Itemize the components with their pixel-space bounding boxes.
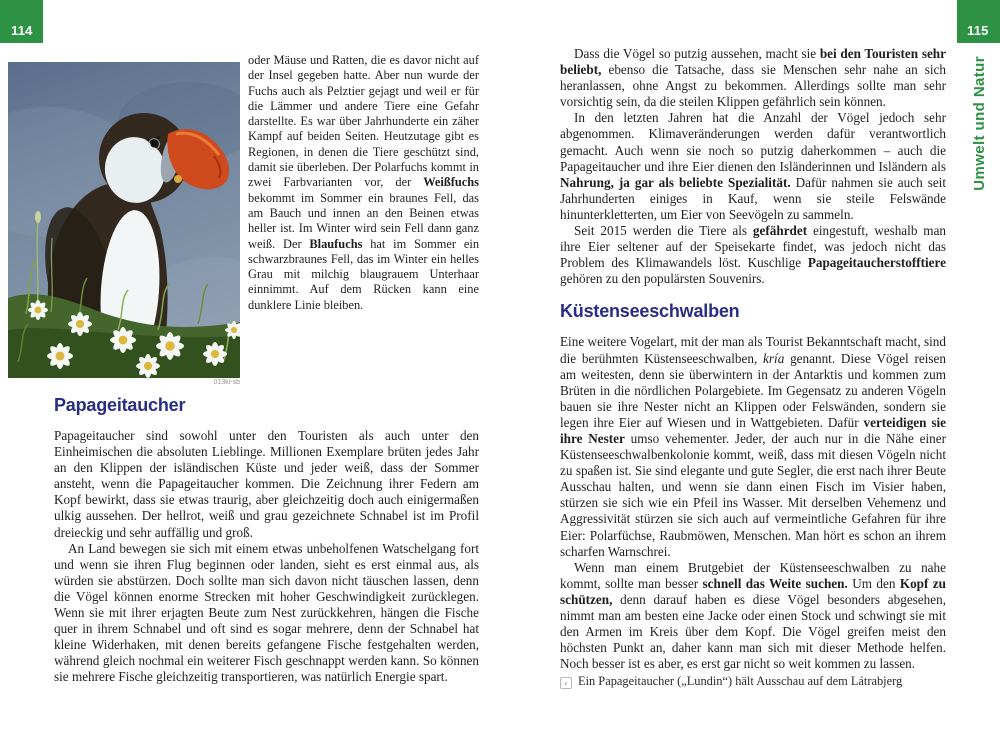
text-segment: gefährdet bbox=[752, 223, 808, 239]
text-segment: An Land bewegen sie sich mit einem etwas unbeholfenen Watschelgang fort und wenn sie ihren Flug beginnen oder landen, sieht es erst einmal aus, als würden sie abstürzen. Doch sollte man sich davon nicht täuschen lassen, denn die Vögel können enorme Strecken mit hoher Geschwindigkeit zurücklegen. Wenn sie mit ihrer erjagten Beute zum Nest zurückkehren, hängen die Fische quer in ihrem Schnabel und oft sind es sogar mehrere, denn der Schnabel hat kleine Widerhaken, mit denen bereits gefangene Fische festgehalten werden, während gleich nochmal ein weiterer Fisch geschnappt werden kann. So können sie mehrere Fische gleichzeitig transportieren, was natürlich Energie spart. bbox=[54, 540, 479, 685]
text-segment: eingestuft, weshalb man ihre Eier seltener auf der Speisekarte findet, was jedoch nicht das Problem des Klimawandels löst. Kuschlige bbox=[560, 223, 947, 271]
text-segment: In den letzten Jahren hat die Anzahl der Vögel jedoch sehr abgenommen. Klimaveränderungen werden dafür verantwortlich gemacht. Auch wenn sie noch so putzig daherkommen – auch die Papageitaucher und ihre Eier dienen den Isländerinnen und Isländern als bbox=[560, 110, 946, 174]
photo-caption bbox=[560, 674, 960, 689]
right-page-text bbox=[560, 46, 946, 672]
caption-text: Ein Papageitaucher („Lundin“) hält Ausschau auf dem Látrabjerg bbox=[578, 674, 903, 688]
section-heading-papageitaucher: Papageitaucher bbox=[54, 395, 186, 415]
paragraph bbox=[560, 46, 946, 110]
section-papageitaucher bbox=[54, 395, 479, 686]
text-segment: bekommt im Sommer ein braunes Fell, das am Bauch und innen an den Beinen etwas heller ist. Im Winter wird sein Fell dann ganz weiß. Der bbox=[248, 190, 479, 251]
fox-continuation-paragraph bbox=[248, 53, 479, 313]
paragraph bbox=[560, 560, 946, 673]
text-segment: Wenn man einem Brutgebiet der Küstenseeschwalben zu nahe kommt, sollte man besser bbox=[560, 559, 946, 591]
text-segment: Blaufuchs bbox=[309, 236, 363, 251]
left-arrow-icon: ‹ bbox=[560, 677, 572, 689]
chapter-label-vertical: Umwelt und Natur bbox=[971, 56, 988, 191]
text-segment: Nahrung, ja gar als beliebte Spezialität. bbox=[560, 174, 791, 190]
page-number-left: 114 bbox=[11, 23, 33, 38]
paragraph bbox=[54, 541, 479, 686]
text-segment: Kopf zu schützen, bbox=[560, 575, 946, 607]
puffin-photo-illustration bbox=[8, 62, 240, 378]
text-segment: denn darauf haben es diese Vögel besonders abgesehen, nimmt man am besten eine Jacke oder einen Stock und schwingt sie mit den Armen im Kreis über dem Kopf. Die Vögel greifen meist den höchsten Punkt an, daher kann man sich mit dieser Methode helfen. Noch besser ist es aber, es erst gar nicht so weit kommen zu lassen. bbox=[560, 591, 946, 672]
page-number-right: 115 bbox=[967, 23, 989, 38]
paragraph bbox=[560, 334, 946, 559]
section-heading-kuestenseeschwalben: Küstenseeschwalben bbox=[560, 301, 740, 322]
text-segment: schnell das Weite suchen. bbox=[702, 575, 848, 591]
text-segment: gehören zu den populärsten Souvenirs. bbox=[560, 271, 765, 287]
text-segment: bei den Touristen sehr beliebt, bbox=[560, 46, 946, 78]
text-segment: genannt. Diese Vögel reisen am weitesten, denn sie überwintern in der Antarktis und kommen zum Brüten in die nördlichen Polargebiete. Im Gegensatz zu anderen Vögeln bauen sie ihre Nester nicht an Klippen oder Felswänden, sondern sie legen ihre Eier auf Wiesen und in Wattgebieten. Dafür bbox=[560, 350, 947, 430]
text-segment: ebenso die Tatsache, dass sie Menschen sehr nahe an sich heranlassen, ohne Angst zu bekommen. Allerdings sollte man sehr vorsichtig sein, da die steilen Klippen gefährlich sein können. bbox=[560, 62, 946, 110]
text-segment: hat im Sommer ein schwarzbraunes Fell, das im Winter ein helles Grau mit milchig blaugrauem Unterhaar einnimmt. Auf dem Rücken kann eine dunklere Linie bleiben. bbox=[248, 236, 480, 312]
text-segment: oder Mäuse und Ratten, die es davor nicht auf der Insel gegeben hatte. Aber nun wurde der Fuchs auch als Pelztier gejagt und weil er für die Lämmer und andere Tiere eine Gefahr darstellte. Es war über Jahrhunderte ein zäher Kampf auf beiden Seiten. Heutzutage gibt es Regionen, in denen die Tiere geschützt sind, damit sie überleben. Der Polarfuchs kommt in zwei Farbvarianten vor, der bbox=[248, 53, 479, 190]
text-segment: Eine weitere Vogelart, mit der man als Tourist Bekanntschaft macht, sind die berühmten Küstenseeschwalben, bbox=[560, 334, 946, 366]
text-segment: Weißfuchs bbox=[423, 175, 479, 190]
text-segment: Seit 2015 werden die Tiere als bbox=[574, 223, 753, 239]
photo-credit: 013ki-sb bbox=[213, 379, 240, 386]
text-segment: Papageitaucher sind sowohl unter den Touristen als auch unter den Einheimischen die absoluten Lieblinge. Millionen Exemplare brüten jedes Jahr an den Klippen der isländischen Küste und jeder weiß, dass der Sommer ansteht, wenn die Papageitaucher kommen. Die Zeichnung ihrer Federn am Kopf bewirkt, dass sie etwas traurig, aber gleichzeitig doch auch einigermaßen ulkig aussehen. Der hellrot, weiß und grau gezeichnete Schnabel ist im Profil dreieckig und sehr auffällig und groß. bbox=[54, 428, 479, 540]
paragraph bbox=[560, 110, 946, 223]
text-segment: Papageitaucherstofftiere bbox=[807, 255, 946, 271]
paragraph bbox=[54, 428, 479, 541]
page-tab-left bbox=[0, 0, 43, 43]
page-tab-right bbox=[957, 0, 1000, 43]
puffin-photo bbox=[8, 62, 240, 378]
paragraph bbox=[560, 223, 946, 287]
text-segment: Dafür nahmen sie auch seit Jahrhunderten einiges in Kauf, wenn sie steile Felswände hinunterkletterten, um Eier von Seevögeln zu sammeln. bbox=[560, 174, 947, 222]
text-segment: verteidigen sie ihre Nester bbox=[560, 414, 947, 446]
text-segment: kría bbox=[763, 350, 785, 366]
text-segment: umso vehementer. Jeder, der auch nur in die Nähe einer Küstenseeschwalbenkolonie kommt, weiß, dass mit diesen Vögeln nicht zu spaßen ist. Sie sind elegante und gute Segler, die erst nach ihrer Beute Ausschau halten, und wenn sie dann einen Fisch im Visier haben, stürzen sie sich wie ein Pfeil ins Wasser. Mit derselben Vehemenz und Aggressivität stürzen sie sich auch auf vermeintliche Gefahren für ihre Eier: Polarfüchse, Raubmöwen, Menschen. Man hört es schon an ihrem scharfen Warnschrei. bbox=[560, 430, 946, 559]
text-segment: Um den bbox=[847, 575, 900, 591]
text-segment: Dass die Vögel so putzig aussehen, macht sie bbox=[574, 46, 820, 61]
